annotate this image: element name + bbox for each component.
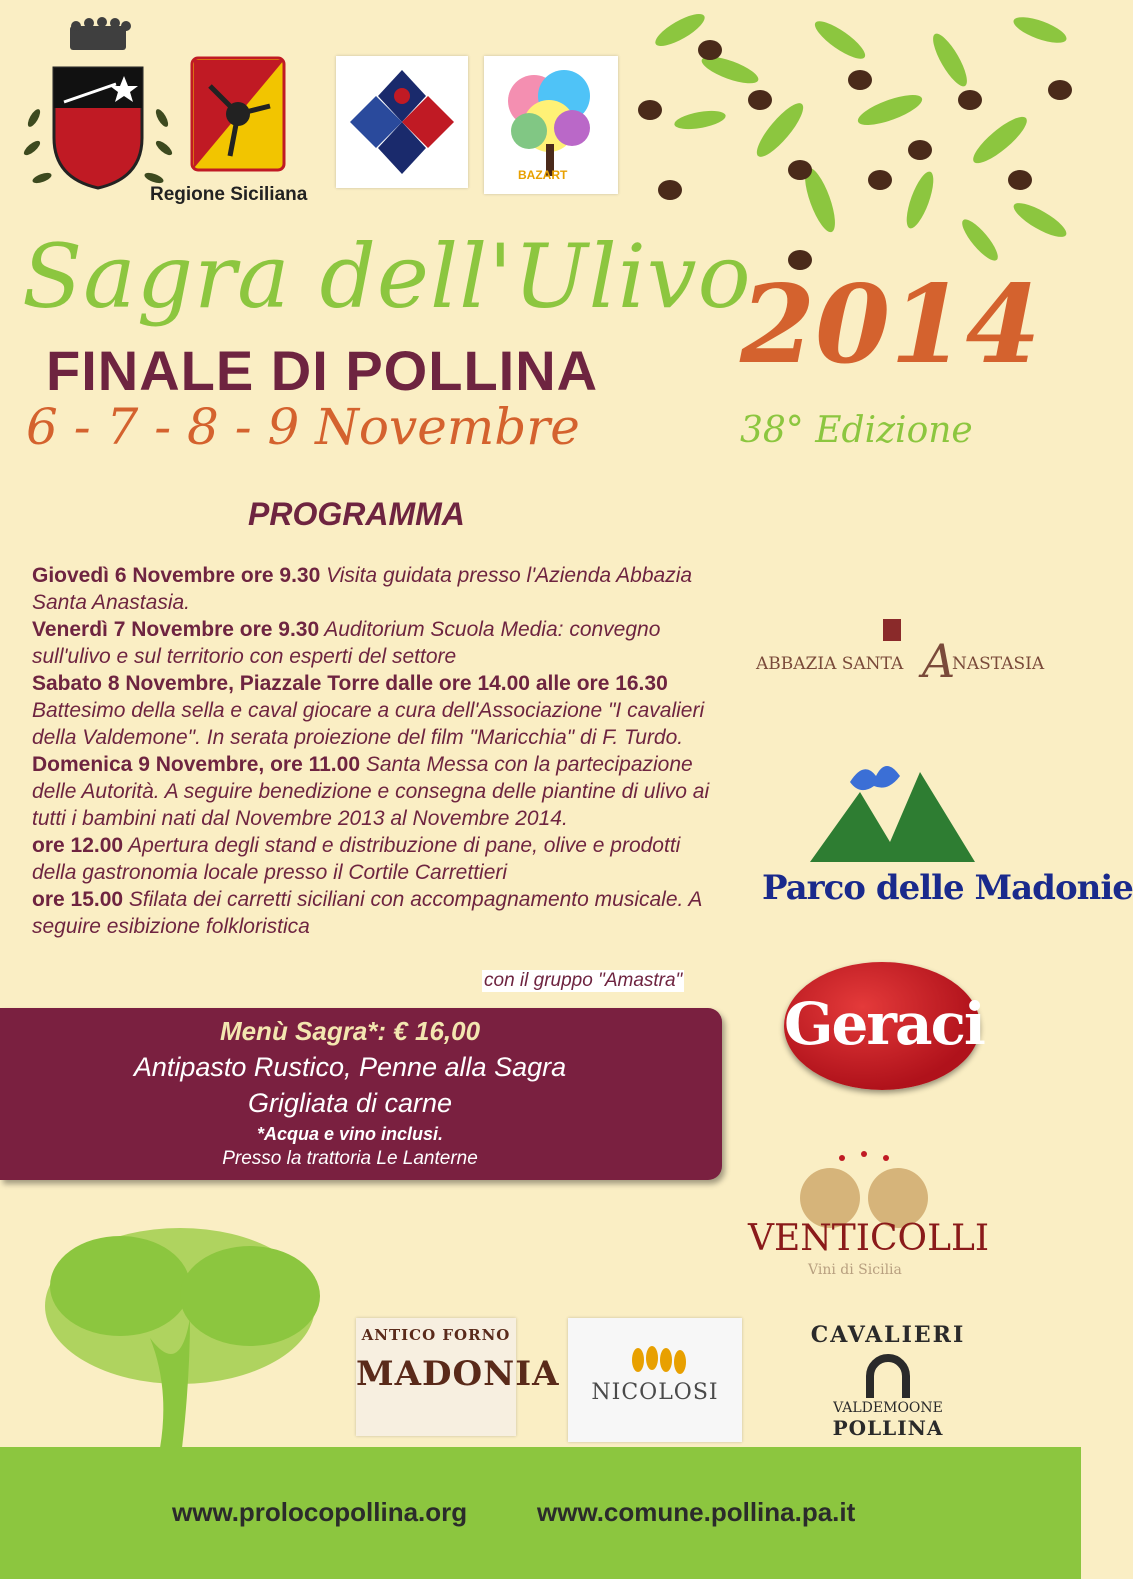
- menu-location: Presso la trattoria Le Lanterne: [222, 1148, 478, 1169]
- program-entry-text: Visita guidata presso l'Azienda Abbazia Santa Anastasia.: [32, 564, 693, 614]
- program-entry-text: Battesimo della sella e caval giocare a cura dell'Associazione "I cavalieri della Valdemone". In serata proiezione del film "Maricchia" di F. Turdo.: [32, 699, 705, 749]
- program-entry: [32, 670, 722, 751]
- nicolosi-label: NICOLOSI: [591, 1380, 719, 1405]
- abbazia-label-right: NASTASIA: [952, 654, 1045, 674]
- cavalieri-mid-label: VALDEMOONE: [833, 1400, 943, 1416]
- menu-note: *Acqua e vino inclusi.: [256, 1124, 444, 1144]
- abbazia-monogram: A: [922, 634, 956, 688]
- program-entry-text: Auditorium Scuola Media: convegno sull'ulivo e sul territorio con esperti del settore: [32, 618, 661, 668]
- nicolosi-logo: [568, 1318, 742, 1442]
- program-entry-time: Venerdì 7 Novembre ore 9.30: [32, 618, 320, 641]
- geraci-logo: [784, 962, 984, 1090]
- forno-top-label: ANTICO FORNO: [361, 1326, 511, 1344]
- abbazia-santa-anastasia-logo: [756, 616, 1046, 686]
- event-edition: 38° Edizione: [740, 410, 973, 451]
- program-entry-text: Apertura degli stand e distribuzione di pane, olive e prodotti della gastronomia locale presso il Cortile Carrettieri: [32, 834, 681, 884]
- forno-main-label: MADONIA: [356, 1354, 560, 1394]
- horseshoe-icon: [858, 1352, 918, 1402]
- program-entry: [32, 832, 722, 886]
- program-entry-time: Domenica 9 Novembre, ore 11.00: [32, 753, 360, 776]
- program-entry-time: ore 12.00: [32, 834, 124, 857]
- regione-siciliana-logo: [190, 56, 286, 176]
- geraci-label: Geraci: [784, 990, 984, 1058]
- event-year: 2014: [740, 262, 1041, 388]
- menu-line-1: Antipasto Rustico, Penne alla Sagra: [133, 1052, 567, 1082]
- cavalieri-bottom-label: POLLINA: [832, 1416, 944, 1440]
- bazart-label: BAZART: [518, 168, 568, 182]
- wheat-icon: [628, 1340, 688, 1380]
- parco-madonie-mountain-icon: [800, 752, 980, 870]
- event-dates: 6 - 7 - 8 - 9 Novembre: [26, 398, 580, 456]
- program-entry-time: Sabato 8 Novembre, Piazzale Torre dalle ore 14.00 alle ore 16.30: [32, 672, 668, 695]
- abbazia-emblem-icon: [880, 616, 904, 644]
- program-entry: [32, 886, 722, 940]
- venticolli-label: VENTICOLLI: [748, 1218, 990, 1259]
- regione-siciliana-label: Regione Siciliana: [150, 184, 308, 205]
- menu-band: [0, 1008, 722, 1180]
- footer-link-comune[interactable]: www.comune.pollina.pa.it: [537, 1497, 856, 1527]
- abbazia-label-left: ABBAZIA SANTA: [756, 654, 904, 674]
- event-title: Sagra dell'Ulivo: [22, 225, 752, 328]
- program-entry-text: Sfilata dei carretti siciliani con accompagnamento musicale. A seguire esibizione folkloristica: [32, 888, 702, 938]
- bazart-logo: [484, 56, 618, 194]
- program-entry: [32, 616, 722, 670]
- program-entry-time: ore 15.00: [32, 888, 124, 911]
- cavalieri-top-label: CAVALIERI: [810, 1322, 966, 1348]
- program-list: [32, 562, 722, 940]
- program-entry: [32, 751, 722, 832]
- olive-tree-illustration: [40, 1226, 330, 1448]
- programma-heading: PROGRAMMA: [248, 496, 465, 532]
- venticolli-sub-label: Vini di Sicilia: [808, 1262, 902, 1278]
- program-entry-time: Giovedì 6 Novembre ore 9.30: [32, 564, 321, 587]
- event-subtitle: FINALE DI POLLINA: [46, 339, 599, 402]
- menu-title: Menù Sagra*: € 16,00: [219, 1016, 481, 1046]
- program-extra-note: con il gruppo "Amastra": [484, 970, 683, 991]
- antico-forno-madonia-logo: [356, 1318, 560, 1436]
- parco-madonie-label: Parco delle Madonie: [762, 868, 1133, 908]
- program-entry: [32, 562, 722, 616]
- footer-link-proloco[interactable]: www.prolocopollina.org: [172, 1497, 468, 1527]
- program-entry-text: Santa Messa con la partecipazione delle Autorità. A seguire benedizione e consegna delle piantine di ulivo ai tutti i bambini nati dal Novembre 2013 al Novembre 2014.: [32, 753, 710, 830]
- artisan-association-logo: [336, 56, 468, 188]
- cavalieri-valdemoone-logo: [800, 1318, 976, 1442]
- menu-line-2: Grigliata di carne: [247, 1088, 453, 1118]
